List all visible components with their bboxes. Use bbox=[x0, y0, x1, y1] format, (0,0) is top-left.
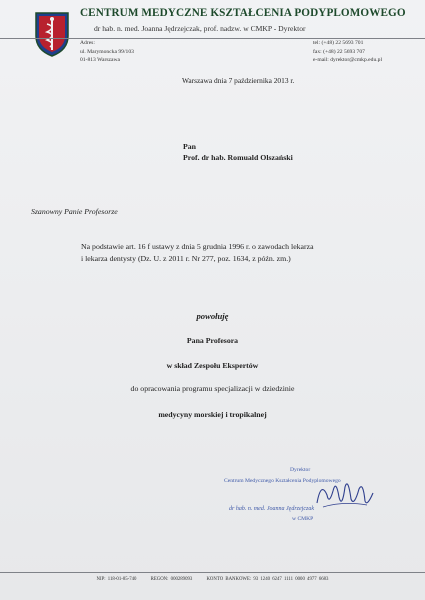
recipient-name: Prof. dr hab. Romuald Olszański bbox=[183, 153, 293, 162]
address-street: ul. Marymoncka 99/103 bbox=[80, 48, 134, 55]
director-stamp bbox=[224, 455, 404, 545]
address-city: 01-813 Warszawa bbox=[80, 57, 120, 64]
cmkp-logo-icon bbox=[33, 10, 71, 58]
specialization-field: medycyny morskiej i tropikalnej bbox=[158, 410, 267, 419]
contact-block bbox=[313, 39, 382, 65]
stamp-line-1: Dyrektor bbox=[290, 467, 311, 473]
address-block bbox=[80, 39, 134, 65]
appointment-word: powołuję bbox=[196, 311, 229, 321]
stamp-line-2: Centrum Medycznego Kształcenia Podyplomowego bbox=[224, 478, 341, 484]
stamp-line-3: dr hab. n. med. Joanna Jędrzejczak bbox=[229, 506, 314, 512]
footer-divider bbox=[0, 572, 425, 573]
contact-email[interactable]: e-mail: dyrektor@cmkp.edu.pl bbox=[313, 57, 382, 64]
legal-basis-paragraph bbox=[81, 241, 314, 265]
director-line: dr hab. n. med. Joanna Jędrzejczak, prof. nadzw. w CMKP - Dyrektor bbox=[94, 24, 306, 33]
legal-basis-line-1: Na podstawie art. 16 f ustawy z dnia 5 grudnia 1996 r. o zawodach lekarza bbox=[81, 242, 314, 251]
footer-account: KONTO BANKOWE: 93 1240 6247 1111 0000 4977 6683 bbox=[206, 577, 329, 582]
contact-fax: fax: (+48) 22 5693 707 bbox=[313, 48, 365, 55]
address-label: Adres: bbox=[80, 40, 95, 46]
purpose-line: do opracowania programu specjalizacji w dziedzinie bbox=[130, 384, 295, 393]
letter-date: Warszawa dnia 7 października 2013 r. bbox=[182, 76, 295, 85]
legal-basis-line-2: i lekarza dentysty (Dz. U. z 2011 r. Nr 277, poz. 1634, z późn. zm.) bbox=[81, 254, 291, 263]
expert-team: w skład Zespołu Ekspertów bbox=[166, 361, 259, 370]
footer-info bbox=[0, 577, 425, 582]
signature-icon bbox=[309, 473, 379, 515]
stamp-line-4: w CMKP bbox=[292, 516, 314, 522]
recipient-title: Pan bbox=[183, 142, 196, 151]
organization-name: CENTRUM MEDYCZNE KSZTAŁCENIA PODYPLOMOWEGO bbox=[80, 7, 406, 19]
footer-nip: NIP: 118-01-85-740 bbox=[96, 577, 137, 582]
contact-tel: tel: (+48) 22 5693 701 bbox=[313, 40, 364, 46]
salutation: Szanowny Panie Profesorze bbox=[31, 207, 118, 216]
footer-regon: REGON: 000289093 bbox=[150, 577, 193, 582]
appointee-title: Pana Profesora bbox=[186, 336, 239, 345]
